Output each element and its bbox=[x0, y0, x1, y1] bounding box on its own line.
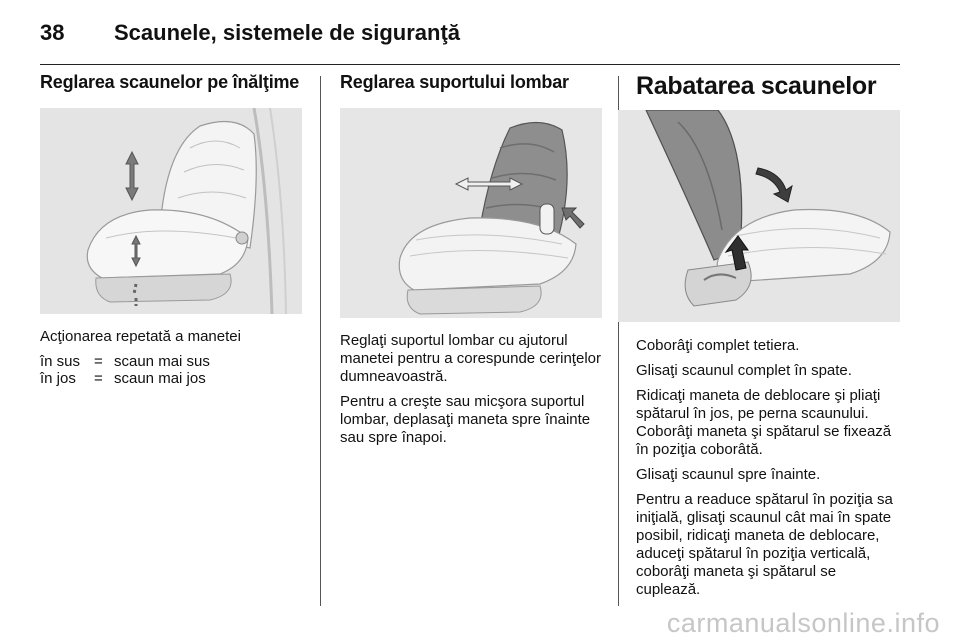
section-title: Reglarea scaunelor pe înălţime bbox=[40, 72, 300, 92]
seat-height-illustration bbox=[40, 108, 302, 314]
row-equals: = bbox=[94, 353, 103, 370]
section-seat-height bbox=[40, 72, 302, 93]
section-title: Rabatarea scaunelor bbox=[636, 72, 877, 100]
paragraph: Reglaţi suportul lombar cu ajutorul manetei pentru a corespunde cerinţelor dumneavoastră. bbox=[340, 332, 601, 385]
section-title: Reglarea suportului lombar bbox=[340, 72, 569, 92]
row-value: scaun mai jos bbox=[114, 370, 206, 387]
paragraph: Ridicaţi maneta de deblocare şi pliaţi spătarul în jos, pe perna scaunului. Coborâţi maneta şi spătarul se fixează în poziţia coborâtă. bbox=[636, 387, 892, 458]
lumbar-support-illustration bbox=[340, 108, 602, 318]
page-header bbox=[40, 18, 900, 65]
section-lumbar-support bbox=[340, 72, 602, 93]
row-key: în sus bbox=[40, 353, 81, 370]
seat-height-text bbox=[40, 328, 302, 387]
lumbar-support-text bbox=[340, 332, 602, 454]
column-divider bbox=[320, 76, 321, 606]
table-row bbox=[40, 353, 210, 370]
watermark: carmanualsonline.info bbox=[666, 608, 940, 638]
row-key: în jos bbox=[40, 370, 76, 387]
seat-folding-illustration bbox=[618, 110, 900, 322]
seat-height-intro: Acţionarea repetată a manetei bbox=[40, 328, 241, 345]
paragraph: Pentru a readuce spătarul în poziţia sa iniţială, glisaţi scaunul cât mai în spate posibil, ridicaţi maneta de deblocare, aduceţi spătarul în poziţia verticală, coborâţi maneta şi spătarul se cuplează. bbox=[636, 491, 893, 598]
paragraph: Pentru a creşte sau micşora suportul lombar, deplasaţi maneta spre înainte sau spre înapoi. bbox=[340, 393, 591, 446]
folding-seats-text bbox=[636, 337, 902, 606]
section-folding-seats bbox=[636, 72, 902, 101]
paragraph: Glisaţi scaunul spre înainte. bbox=[636, 466, 821, 483]
row-equals: = bbox=[94, 370, 103, 387]
page-number: 38 bbox=[40, 20, 65, 45]
table-row bbox=[40, 370, 210, 387]
chapter-title: Scaunele, sistemele de siguranţă bbox=[114, 20, 461, 45]
lever-action-table bbox=[40, 353, 210, 387]
row-value: scaun mai sus bbox=[114, 353, 210, 370]
paragraph: Coborâţi complet tetiera. bbox=[636, 337, 800, 354]
paragraph: Glisaţi scaunul complet în spate. bbox=[636, 362, 852, 379]
